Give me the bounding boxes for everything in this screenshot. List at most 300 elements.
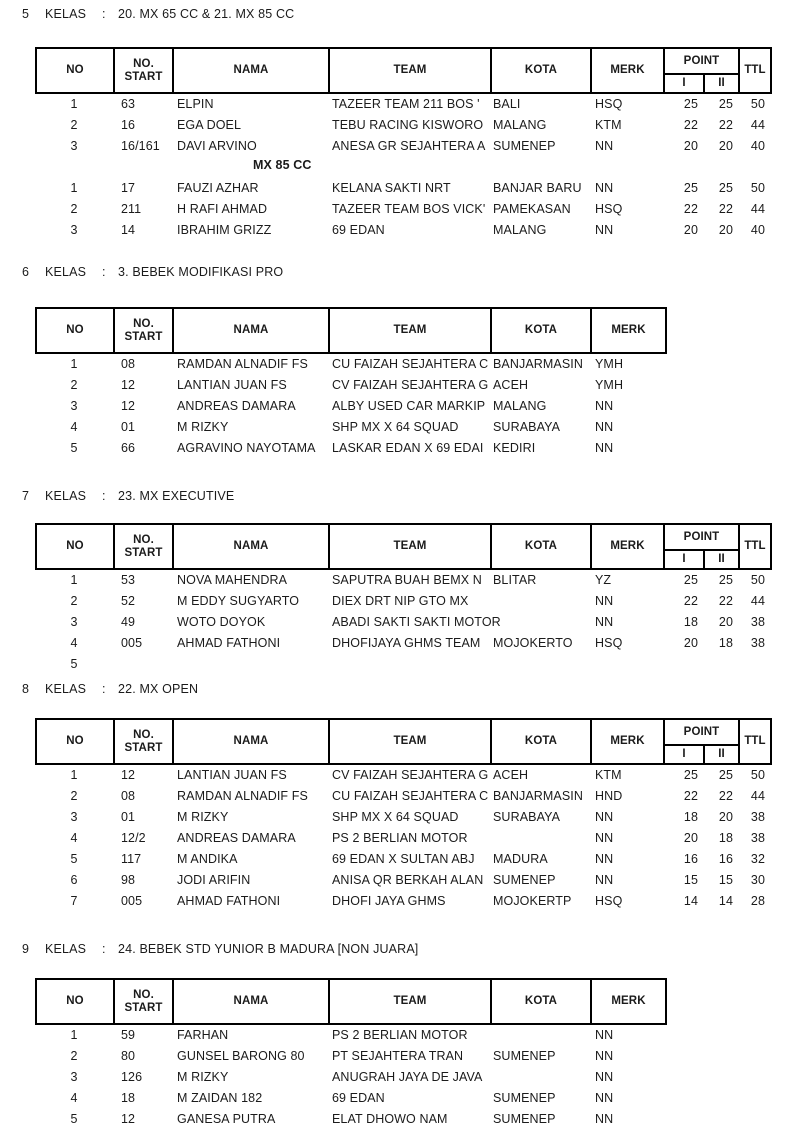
- col-header-kota: KOTA: [492, 49, 592, 92]
- cell-p1: 25: [683, 97, 698, 111]
- section-number: 5: [22, 7, 30, 21]
- cell-nama: AHMAD FATHONI: [177, 894, 281, 908]
- cell-team: 69 EDAN: [332, 1091, 385, 1105]
- table-header: [35, 47, 772, 94]
- col-header-no-start: [115, 525, 174, 568]
- class-title: 23. MX EXECUTIVE: [118, 489, 235, 503]
- cell-ttl: 50: [750, 97, 765, 111]
- cell-team: ANISA QR BERKAH ALAN: [332, 873, 484, 887]
- col-header-ttl: TTL: [744, 64, 766, 77]
- table-rows: [35, 354, 667, 459]
- table-row: [35, 1088, 667, 1109]
- cell-p1: 20: [683, 139, 698, 153]
- cell-start: 01: [121, 420, 136, 434]
- cell-start: 63: [121, 97, 136, 111]
- cell-merk: HSQ: [595, 202, 623, 216]
- cell-no: 1: [70, 357, 78, 371]
- cell-no: 4: [70, 420, 78, 434]
- cell-p2: 16: [718, 852, 733, 866]
- cell-kota: ACEH: [493, 768, 529, 782]
- col-header-no-start-line1: NO.: [133, 728, 154, 741]
- cell-team: [328, 654, 490, 675]
- section-heading-8: [0, 681, 800, 697]
- table-row: [35, 1067, 667, 1088]
- cell-merk: HND: [595, 789, 623, 803]
- section-heading-9: [0, 941, 800, 957]
- class-title: 20. MX 65 CC & 21. MX 85 CC: [118, 7, 295, 21]
- cell-kota: MOJOKERTO: [493, 636, 573, 650]
- cell-team: 69 EDAN X SULTAN ABJ: [332, 852, 475, 866]
- table-row: [35, 94, 772, 115]
- cell-no: 3: [70, 223, 78, 237]
- cell-p2: 20: [718, 810, 733, 824]
- cell-kota: MALANG: [493, 118, 547, 132]
- section-heading-6: [0, 264, 800, 280]
- cell-p2: 20: [718, 223, 733, 237]
- col-header-no-start: [115, 49, 174, 92]
- col-header-point-2: II: [705, 551, 740, 568]
- col-header-no: NO: [37, 980, 115, 1023]
- cell-ttl: 40: [750, 139, 765, 153]
- cell-no: 3: [70, 139, 78, 153]
- cell-team: DHOFIJAYA GHMS TEAM: [332, 636, 481, 650]
- table-row: [35, 417, 667, 438]
- cell-merk: NN: [595, 594, 614, 608]
- kelas-colon: :: [102, 942, 106, 956]
- cell-nama: IBRAHIM GRIZZ: [177, 223, 272, 237]
- cell-no: 4: [70, 636, 78, 650]
- cell-p1: 22: [683, 202, 698, 216]
- cell-no: 2: [70, 118, 78, 132]
- table-row: [35, 765, 772, 786]
- cell-team: ABADI SAKTI SAKTI MOTOR: [332, 615, 501, 629]
- cell-no: 1: [70, 97, 78, 111]
- table-row: [35, 396, 667, 417]
- cell-start: 16/161: [121, 139, 160, 153]
- table-row: [35, 438, 667, 459]
- cell-start: 08: [121, 789, 136, 803]
- table-row: [35, 136, 772, 157]
- cell-nama: WOTO DOYOK: [177, 615, 266, 629]
- cell-start: 12: [121, 768, 136, 782]
- cell-merk: NN: [595, 615, 614, 629]
- cell-merk: NN: [595, 223, 614, 237]
- cell-ttl: 44: [750, 789, 765, 803]
- cell-no: 2: [70, 789, 78, 803]
- cell-p2: 20: [718, 139, 733, 153]
- cell-team: 69 EDAN: [332, 223, 385, 237]
- cell-merk: NN: [595, 1049, 614, 1063]
- kelas-colon: :: [102, 7, 106, 21]
- cell-team: DHOFI JAYA GHMS: [332, 894, 446, 908]
- col-header-kota: KOTA: [492, 309, 592, 352]
- section-number: 7: [22, 489, 30, 503]
- table-row: [35, 199, 772, 220]
- cell-kota: BLITAR: [493, 573, 537, 587]
- cell-merk: NN: [595, 1091, 614, 1105]
- cell-start: 53: [121, 573, 136, 587]
- cell-kota: MADURA: [493, 852, 548, 866]
- results-table-9: [35, 978, 667, 1130]
- cell-p2: 22: [718, 118, 733, 132]
- col-header-ttl: TTL: [744, 540, 766, 553]
- cell-merk: YMH: [595, 357, 624, 371]
- cell-start: 80: [121, 1049, 136, 1063]
- col-header-merk: MERK: [592, 49, 665, 92]
- cell-start: 12/2: [121, 831, 146, 845]
- cell-kota: BANJAR BARU: [493, 181, 582, 195]
- cell-nama: ANDREAS DAMARA: [177, 399, 296, 413]
- cell-p1: 22: [683, 118, 698, 132]
- cell-start: 12: [121, 1112, 136, 1126]
- cell-p1: 25: [683, 768, 698, 782]
- cell-nama: M EDDY SUGYARTO: [177, 594, 300, 608]
- col-header-team: TEAM: [330, 49, 492, 92]
- col-header-point: POINT: [665, 720, 740, 746]
- col-header-team: TEAM: [330, 309, 492, 352]
- cell-nama: EGA DOEL: [177, 118, 242, 132]
- cell-start: 18: [121, 1091, 136, 1105]
- cell-kota: SURABAYA: [493, 420, 561, 434]
- table-header: [35, 307, 667, 354]
- results-table-8: [35, 718, 772, 912]
- cell-merk: NN: [595, 810, 614, 824]
- cell-team: PT SEJAHTERA TRAN: [332, 1049, 464, 1063]
- cell-ttl: 44: [750, 202, 765, 216]
- cell-merk: HSQ: [595, 97, 623, 111]
- cell-ttl: 38: [750, 831, 765, 845]
- col-header-no-start: [115, 309, 174, 352]
- col-header-team: TEAM: [330, 980, 492, 1023]
- table-rows: [35, 1025, 667, 1130]
- cell-no: 1: [70, 181, 78, 195]
- cell-kota: [490, 654, 590, 675]
- col-header-kota: KOTA: [492, 980, 592, 1023]
- cell-team: TAZEER TEAM 211 BOS ': [332, 97, 480, 111]
- cell-start: 126: [121, 1070, 143, 1084]
- cell-p2: 22: [718, 202, 733, 216]
- cell-no: 6: [70, 873, 78, 887]
- cell-kota: SUMENEP: [493, 139, 556, 153]
- col-header-no-start-line2: START: [124, 1001, 163, 1014]
- cell-p1: 20: [683, 831, 698, 845]
- col-header-no-start-line2: START: [124, 330, 163, 343]
- cell-merk: NN: [595, 1028, 614, 1042]
- cell-merk: NN: [595, 420, 614, 434]
- col-header-merk: MERK: [611, 324, 646, 337]
- cell-start: [113, 654, 172, 675]
- class-title: 3. BEBEK MODIFIKASI PRO: [118, 265, 284, 279]
- cell-p1: 15: [683, 873, 698, 887]
- cell-p1: 16: [683, 852, 698, 866]
- col-header-nama: NAMA: [174, 309, 330, 352]
- cell-nama: RAMDAN ALNADIF FS: [177, 357, 308, 371]
- table-header: [35, 523, 772, 570]
- cell-start: 12: [121, 378, 136, 392]
- kelas-label: KELAS: [45, 942, 87, 956]
- col-header-point-2: II: [705, 746, 740, 763]
- cell-team: TAZEER TEAM BOS VICK': [332, 202, 486, 216]
- cell-kota: [490, 591, 590, 612]
- cell-p2: 18: [718, 831, 733, 845]
- cell-nama: [172, 654, 328, 675]
- col-header-no-start: [115, 720, 174, 763]
- cell-merk: HSQ: [595, 894, 623, 908]
- cell-nama: FARHAN: [177, 1028, 229, 1042]
- kelas-label: KELAS: [45, 7, 87, 21]
- cell-kota: SUMENEP: [493, 1091, 556, 1105]
- cell-start: 01: [121, 810, 136, 824]
- cell-ttl: 44: [750, 594, 765, 608]
- cell-kota: [490, 828, 590, 849]
- cell-no: 3: [70, 1070, 78, 1084]
- table-row: [35, 220, 772, 241]
- col-header-nama: NAMA: [174, 720, 330, 763]
- cell-start: 49: [121, 615, 136, 629]
- cell-no: 2: [70, 594, 78, 608]
- cell-no: 2: [70, 378, 78, 392]
- cell-start: 66: [121, 441, 136, 455]
- cell-team: ANUGRAH JAYA DE JAVA: [332, 1070, 483, 1084]
- cell-no: 3: [70, 615, 78, 629]
- table-row: [35, 828, 772, 849]
- table-row: [35, 633, 772, 654]
- cell-no: 2: [70, 202, 78, 216]
- col-header-no: NO: [37, 525, 115, 568]
- results-table-5: [35, 47, 772, 241]
- cell-team: LASKAR EDAN X 69 EDAI: [332, 441, 484, 455]
- table-row: [35, 591, 772, 612]
- cell-team: CU FAIZAH SEJAHTERA C: [332, 789, 489, 803]
- cell-merk: NN: [595, 1070, 614, 1084]
- cell-start: 52: [121, 594, 136, 608]
- kelas-label: KELAS: [45, 682, 87, 696]
- col-header-no-start-line1: NO.: [133, 317, 154, 330]
- cell-p2: 22: [718, 789, 733, 803]
- table-row: [35, 1025, 667, 1046]
- section-number: 9: [22, 942, 30, 956]
- cell-team: TEBU RACING KISWORO: [332, 118, 484, 132]
- cell-nama: M RIZKY: [177, 1070, 229, 1084]
- cell-start: 117: [121, 852, 142, 866]
- cell-nama: LANTIAN JUAN FS: [177, 378, 287, 392]
- cell-no: 3: [70, 810, 78, 824]
- table-rows: [35, 94, 772, 241]
- cell-ttl: 28: [750, 894, 765, 908]
- cell-p1: 22: [683, 789, 698, 803]
- col-header-no: NO: [37, 49, 115, 92]
- cell-merk: NN: [595, 399, 614, 413]
- cell-kota: SUMENEP: [493, 1112, 556, 1126]
- cell-nama: M ANDIKA: [177, 852, 238, 866]
- section-number: 8: [22, 682, 30, 696]
- section-number: 6: [22, 265, 30, 279]
- cell-nama: M ZAIDAN 182: [177, 1091, 263, 1105]
- cell-merk: NN: [595, 1112, 614, 1126]
- section-heading-7: [0, 488, 800, 504]
- cell-kota: MALANG: [493, 399, 547, 413]
- col-header-no-start-line1: NO.: [133, 988, 154, 1001]
- col-header-merk: MERK: [611, 995, 646, 1008]
- col-header-point: POINT: [665, 49, 740, 75]
- cell-nama: ANDREAS DAMARA: [177, 831, 296, 845]
- cell-ttl: 50: [750, 768, 765, 782]
- cell-team: DIEX DRT NIP GTO MX: [332, 594, 469, 608]
- cell-team: CU FAIZAH SEJAHTERA C: [332, 357, 489, 371]
- table-header: [35, 978, 667, 1025]
- cell-ttl: 38: [750, 810, 765, 824]
- cell-merk: [590, 654, 663, 675]
- col-header-merk: MERK: [592, 720, 665, 763]
- cell-p2: 15: [718, 873, 733, 887]
- col-header-kota: KOTA: [492, 525, 592, 568]
- table-row: [35, 891, 772, 912]
- cell-kota: SUMENEP: [493, 1049, 556, 1063]
- cell-p2: 20: [718, 615, 733, 629]
- cell-kota: KEDIRI: [493, 441, 536, 455]
- table-row: [35, 354, 667, 375]
- cell-kota: ACEH: [493, 378, 529, 392]
- cell-team: KELANA SAKTI NRT: [332, 181, 451, 195]
- col-header-merk: MERK: [592, 525, 665, 568]
- section-heading-5: [0, 6, 800, 22]
- cell-p1: 25: [683, 573, 698, 587]
- cell-kota: SUMENEP: [493, 873, 556, 887]
- col-header-no: NO: [37, 309, 115, 352]
- cell-p1: 14: [683, 894, 698, 908]
- cell-kota: PAMEKASAN: [493, 202, 571, 216]
- col-header-team: TEAM: [330, 720, 492, 763]
- cell-no: 3: [70, 399, 78, 413]
- table-rows: [35, 765, 772, 912]
- group-subheader: MX 85 CC: [253, 158, 312, 172]
- cell-kota: BALI: [493, 97, 521, 111]
- table-header: [35, 718, 772, 765]
- cell-nama: JODI ARIFIN: [177, 873, 251, 887]
- cell-merk: NN: [595, 181, 614, 195]
- col-header-no-start: [115, 980, 174, 1023]
- table-row: [35, 570, 772, 591]
- col-header-nama: NAMA: [174, 525, 330, 568]
- cell-no: 5: [70, 657, 78, 671]
- cell-start: 17: [121, 181, 136, 195]
- cell-p2: 25: [718, 573, 733, 587]
- table-row: [35, 849, 772, 870]
- cell-nama: GANESA PUTRA: [177, 1112, 276, 1126]
- cell-p2: [703, 654, 738, 675]
- cell-team: PS 2 BERLIAN MOTOR: [332, 831, 468, 845]
- cell-p1: 22: [683, 594, 698, 608]
- cell-no: 7: [70, 894, 78, 908]
- cell-team: CV FAIZAH SEJAHTERA G: [332, 378, 489, 392]
- cell-team: SHP MX X 64 SQUAD: [332, 810, 459, 824]
- cell-p2: 22: [718, 594, 733, 608]
- cell-start: 59: [121, 1028, 136, 1042]
- col-header-no-start-line1: NO.: [133, 57, 154, 70]
- col-header-kota: KOTA: [492, 720, 592, 763]
- cell-ttl: 50: [750, 573, 765, 587]
- col-header-nama: NAMA: [174, 49, 330, 92]
- cell-team: ALBY USED CAR MARKIP: [332, 399, 486, 413]
- cell-merk: YZ: [595, 573, 612, 587]
- col-header-no-start-line1: NO.: [133, 533, 154, 546]
- cell-merk: HSQ: [595, 636, 623, 650]
- col-header-nama: NAMA: [174, 980, 330, 1023]
- cell-merk: YMH: [595, 378, 624, 392]
- cell-p2: 25: [718, 768, 733, 782]
- cell-start: 14: [121, 223, 136, 237]
- cell-nama: M RIZKY: [177, 810, 229, 824]
- cell-ttl: 50: [750, 181, 765, 195]
- table-row: [35, 870, 772, 891]
- cell-ttl: 38: [750, 636, 765, 650]
- cell-start: 16: [121, 118, 136, 132]
- cell-team: ANESA GR SEJAHTERA A: [332, 139, 486, 153]
- cell-p2: 25: [718, 181, 733, 195]
- cell-p1: 18: [683, 615, 698, 629]
- cell-start: 005: [121, 894, 143, 908]
- cell-kota: [490, 1067, 590, 1088]
- cell-kota: MOJOKERTP: [493, 894, 572, 908]
- kelas-colon: :: [102, 265, 106, 279]
- table-row: [35, 1109, 667, 1130]
- cell-ttl: [738, 654, 768, 675]
- cell-team: SAPUTRA BUAH BEMX N: [332, 573, 482, 587]
- cell-kota: SURABAYA: [493, 810, 561, 824]
- table-row: [35, 786, 772, 807]
- cell-p2: 25: [718, 97, 733, 111]
- cell-p1: 20: [683, 223, 698, 237]
- table-row: [35, 612, 772, 633]
- table-row: [35, 654, 772, 675]
- cell-team: SHP MX X 64 SQUAD: [332, 420, 459, 434]
- cell-p2: 18: [718, 636, 733, 650]
- cell-nama: M RIZKY: [177, 420, 229, 434]
- cell-no: 1: [70, 1028, 78, 1042]
- results-table-7: [35, 523, 772, 675]
- col-header-no-start-line2: START: [124, 70, 163, 83]
- cell-kota: [490, 612, 590, 633]
- cell-kota: [490, 1025, 590, 1046]
- cell-kota: MALANG: [493, 223, 547, 237]
- cell-nama: ELPIN: [177, 97, 214, 111]
- cell-nama: AGRAVINO NAYOTAMA: [177, 441, 316, 455]
- cell-start: 98: [121, 873, 136, 887]
- cell-no: 5: [70, 852, 78, 866]
- cell-nama: RAMDAN ALNADIF FS: [177, 789, 308, 803]
- kelas-label: KELAS: [45, 489, 87, 503]
- col-header-team: TEAM: [330, 525, 492, 568]
- cell-merk: NN: [595, 873, 614, 887]
- cell-team: PS 2 BERLIAN MOTOR: [332, 1028, 468, 1042]
- cell-no: 5: [70, 441, 78, 455]
- table-row: [35, 178, 772, 199]
- cell-ttl: 38: [750, 615, 765, 629]
- cell-kota: BANJARMASIN: [493, 357, 584, 371]
- cell-ttl: 32: [750, 852, 765, 866]
- cell-nama: H RAFI AHMAD: [177, 202, 268, 216]
- cell-ttl: 40: [750, 223, 765, 237]
- cell-p1: 25: [683, 181, 698, 195]
- cell-merk: NN: [595, 852, 614, 866]
- class-title: 22. MX OPEN: [118, 682, 199, 696]
- cell-merk: KTM: [595, 118, 622, 132]
- cell-start: 08: [121, 357, 136, 371]
- cell-no: 5: [70, 1112, 78, 1126]
- cell-no: 4: [70, 831, 78, 845]
- table-rows: [35, 570, 772, 675]
- col-header-no: NO: [37, 720, 115, 763]
